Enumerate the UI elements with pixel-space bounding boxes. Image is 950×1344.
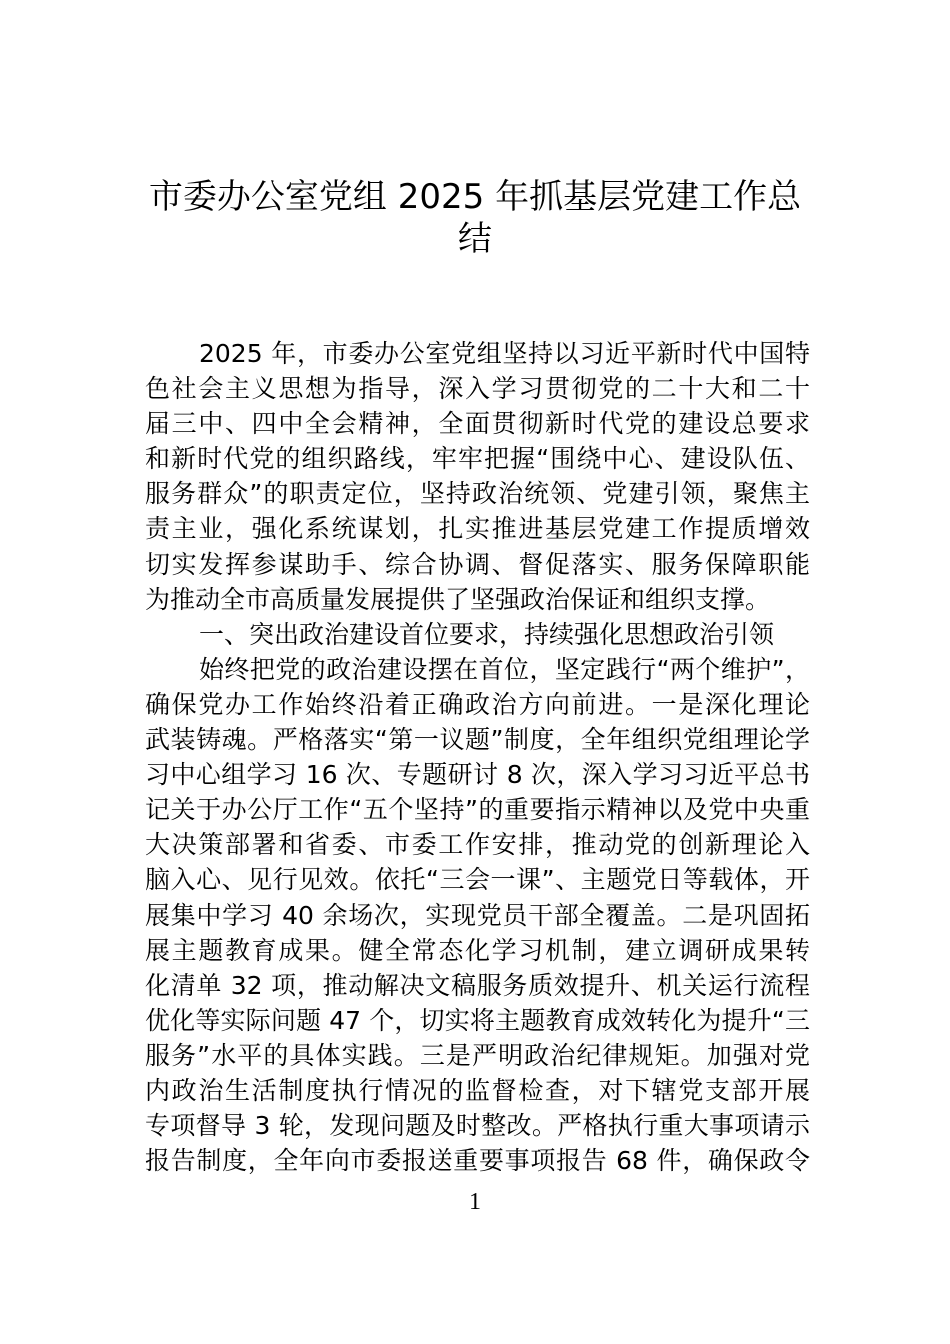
page-number: 1 bbox=[469, 1189, 481, 1215]
document-title-line-2: 结 bbox=[458, 219, 492, 259]
paragraph-line: 切实发挥参谋助手、综合协调、督促落实、服务保障职能 bbox=[145, 549, 810, 579]
paragraph-line: 2025 年，市委办公室党组坚持以习近平新时代中国特 bbox=[199, 339, 810, 368]
document-body bbox=[145, 336, 810, 1178]
paragraph-line: 脑入心、见行见效。依托“三会一课”、主题党日等载体，开 bbox=[145, 865, 810, 895]
paragraph-line: 服务群众”的职责定位，坚持政治统领、党建引领，聚焦主 bbox=[145, 479, 810, 509]
paragraph-line: 服务”水平的具体实践。三是严明政治纪律规矩。加强对党 bbox=[145, 1040, 810, 1070]
paragraph-line: 届三中、四中全会精神，全面贯彻新时代党的建设总要求 bbox=[145, 409, 810, 439]
paragraph-line: 记关于办公厅工作“五个坚持”的重要指示精神以及党中央重 bbox=[145, 795, 810, 825]
paragraph-line: 化清单 32 项，推动解决文稿服务质效提升、机关运行流程 bbox=[145, 970, 810, 1000]
paragraph-line: 始终把党的政治建设摆在首位，坚定践行“两个维护”， bbox=[199, 654, 810, 684]
intro-paragraph bbox=[145, 336, 810, 617]
paragraph-line: 大决策部署和省委、市委工作安排，推动党的创新理论入 bbox=[145, 830, 810, 860]
section-heading-1 bbox=[145, 617, 810, 652]
paragraph-line: 报告制度，全年向市委报送重要事项报告 68 件，确保政令 bbox=[145, 1146, 810, 1176]
paragraph-line: 习中心组学习 16 次、专题研讨 8 次，深入学习习近平总书 bbox=[145, 760, 810, 790]
paragraph-line: 专项督导 3 轮，发现问题及时整改。严格执行重大事项请示 bbox=[145, 1111, 810, 1141]
paragraph-line: 武装铸魂。严格落实“第一议题”制度，全年组织党组理论学 bbox=[145, 725, 810, 755]
document-title-line-1: 市委办公室党组 2025 年抓基层党建工作总 bbox=[148, 177, 802, 217]
paragraph-line: 色社会主义思想为指导，深入学习贯彻党的二十大和二十 bbox=[145, 374, 810, 404]
paragraph-line: 展主题教育成果。健全常态化学习机制，建立调研成果转 bbox=[145, 935, 810, 965]
paragraph-line: 优化等实际问题 47 个，切实将主题教育成效转化为提升“三 bbox=[145, 1005, 810, 1035]
paragraph-line: 为推动全市高质量发展提供了坚强政治保证和组织支撑。 bbox=[145, 584, 771, 614]
paragraph-line: 责主业，强化系统谋划，扎实推进基层党建工作提质增效 bbox=[145, 514, 810, 544]
paragraph-line: 内政治生活制度执行情况的监督检查，对下辖党支部开展 bbox=[145, 1075, 810, 1105]
section-1-paragraph bbox=[145, 652, 810, 1178]
section-heading-text: 一、突出政治建设首位要求，持续强化思想政治引领 bbox=[199, 619, 775, 649]
paragraph-line: 确保党办工作始终沿着正确政治方向前进。一是深化理论 bbox=[145, 689, 810, 719]
paragraph-line: 和新时代党的组织路线，牢牢把握“围绕中心、建设队伍、 bbox=[145, 444, 810, 474]
paragraph-line: 展集中学习 40 余场次，实现党员干部全覆盖。二是巩固拓 bbox=[145, 900, 810, 930]
